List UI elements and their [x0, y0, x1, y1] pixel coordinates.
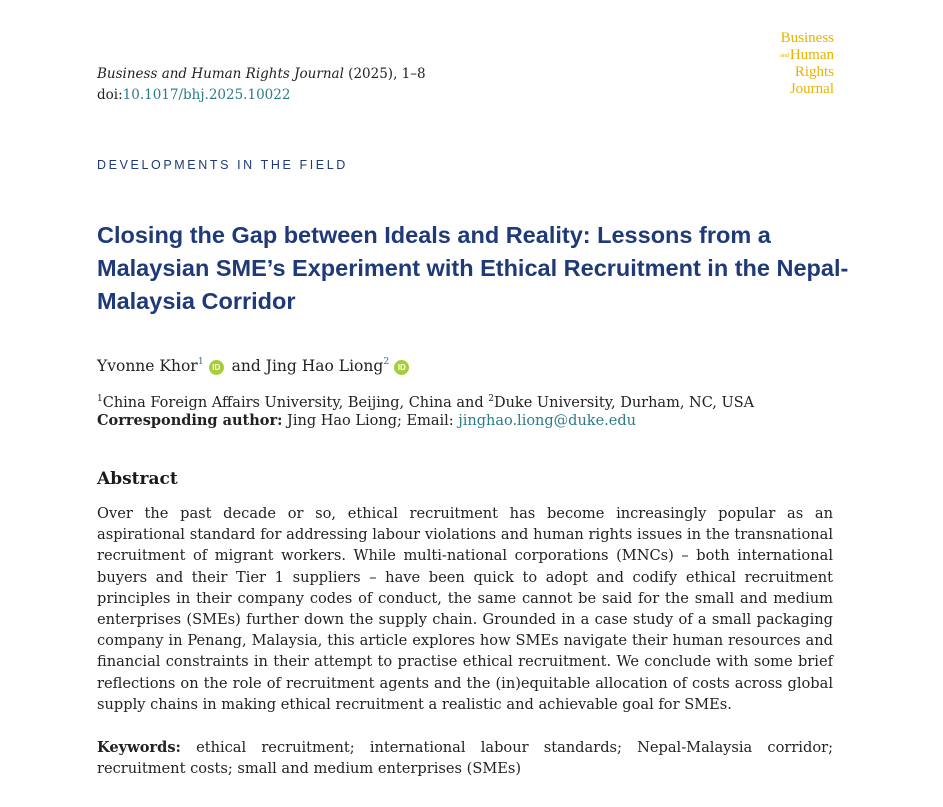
author-1-name[interactable]: Yvonne Khor: [97, 357, 198, 375]
author-connector: and: [226, 357, 266, 375]
affiliation-2-text: Duke University, Durham, NC, USA: [493, 395, 755, 411]
corresponding-text: Jing Hao Liong; Email:: [282, 413, 459, 429]
journal-logo: [780, 30, 834, 98]
article-title: Closing the Gap between Ideals and Reality: Lessons from a Malaysian SME’s Experiment with Ethical Recruitment in the Nepal-Malaysia Corridor: [97, 222, 849, 314]
keywords-label: Keywords:: [97, 739, 181, 756]
abstract-body: Over the past decade or so, ethical recruitment has become increasingly popular as an aspirational standard for addressing labour violations and human rights issues in the transnational recruitment of migrant workers. While multi-national corporations (MNCs) – both international buyers and their Tier 1 suppliers – have been quick to adopt and codify ethical recruitment principles in their company codes of conduct, the same cannot be said for the small and medium enterprises (SMEs) further down the supply chain. Grounded in a case study of a small packaging company in Penang, Malaysia, this article explores how SMEs navigate their human resources and financial constraints in their attempt to practise ethical recruitment. We conclude with some brief reflections on the role of recruitment agents and the (in)equitable allocation of costs across global supply chains in making ethical recruitment a realistic and achievable goal for SMEs.: [97, 505, 833, 713]
affiliation-1-marker: 1: [97, 394, 103, 404]
email-link[interactable]: jinghao.liong@duke.edu: [458, 413, 636, 429]
journal-citation: [97, 64, 426, 106]
author-2-affiliation-marker: 2: [383, 356, 390, 367]
logo-line-journal: Journal: [789, 81, 834, 97]
author-line: [97, 350, 412, 378]
journal-name: Business and Human Rights Journal: [97, 66, 344, 82]
affiliation-1-text: China Foreign Affairs University, Beijing, China and: [102, 395, 489, 411]
logo-line-business: Business: [780, 30, 834, 46]
author-1-affiliation-marker: 1: [197, 356, 204, 367]
orcid-icon[interactable]: ID: [394, 360, 409, 375]
logo-line-rights: Rights: [794, 64, 834, 80]
abstract-heading: Abstract: [97, 469, 178, 489]
keywords-text: ethical recruitment; international labour standards; Nepal-Malaysia corridor; recruitment costs; small and medium enterprises (SMEs): [97, 739, 833, 778]
year-pages: (2025), 1–8: [343, 66, 426, 82]
doi-link[interactable]: 10.1017/bhj.2025.10022: [122, 87, 291, 103]
corresponding-label: Corresponding author:: [97, 412, 283, 429]
doi-prefix: doi:: [97, 87, 123, 103]
affiliation-2-marker: 2: [488, 394, 494, 404]
section-label: DEVELOPMENTS IN THE FIELD: [97, 158, 348, 172]
logo-and: and: [780, 52, 789, 59]
author-2-name[interactable]: Jing Hao Liong: [265, 357, 384, 375]
corresponding-author: [97, 410, 636, 432]
logo-line-human: Human: [789, 47, 834, 63]
keywords: [97, 737, 833, 779]
orcid-icon[interactable]: ID: [209, 360, 224, 375]
